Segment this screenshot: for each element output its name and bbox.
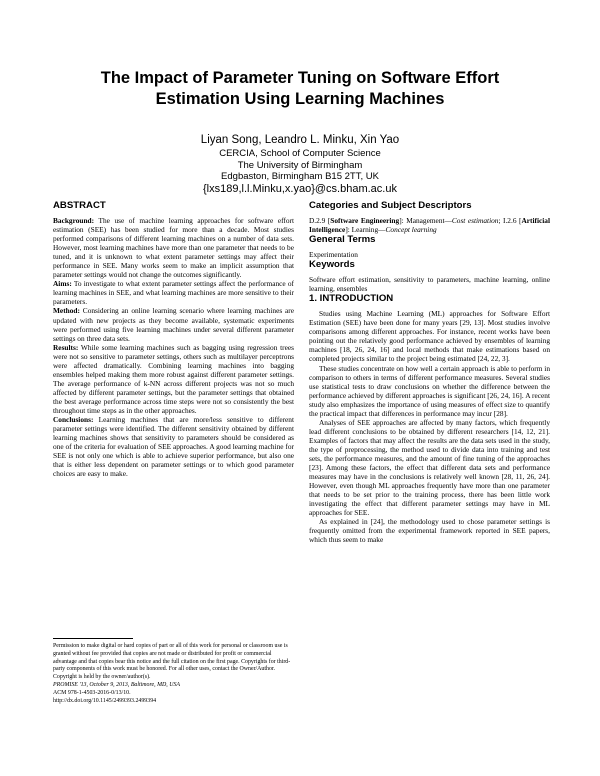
abstract-method [53, 306, 294, 342]
general-terms-text: Experimentation [309, 250, 358, 260]
category-artificial-intelligence: Artificial Intelligence [309, 216, 550, 235]
intro-paragraph-4: As explained in [24], the methodology used to chose parameter settings is frequently omitted from the experimental framework reported in SEE papers, which thus seem to make [309, 517, 550, 545]
keywords-heading: Keywords [309, 259, 355, 271]
intro-paragraph-3: Analyses of SEE approaches are affected by many factors, which frequently lead different conclusions to be obtained by different researchers [14, 12, 21]. Examples of factors that may affect the results are the data sets used in the study, the type of preprocessing, the method used to divide data into training and test sets, the performance measures, and the amount of fine tuning of the approaches [23]. Among these factors, the effect that different data sets and performance measures may have in the conclusions is relatively well known [28, 11, 26, 24]. However, even though ML approaches frequently have more than one parameter that needs to be set prior to the training process, there has been little work investigating the effect that different parameter settings may have in ML approaches for SEE. [309, 417, 550, 518]
category-concept-learning: Concept learning [385, 225, 437, 235]
introduction-heading: 1. INTRODUCTION [309, 293, 394, 305]
title-line-1: The Impact of Parameter Tuning on Software Effort [100, 69, 500, 87]
left-column [53, 200, 294, 478]
copyright-line: Copyright is held by the owner/author(s). [53, 674, 151, 681]
method-text: Considering an online learning scenario where learning machines are updated with new projects as they become available, systematic experiments were performed using five learning machines under several different parameter settings on three data sets. [53, 306, 294, 343]
conclusions-label: Conclusions: [53, 415, 94, 425]
conference-line: PROMISE '13, October 9, 2013, Baltimore, MD, USA [53, 681, 181, 688]
doi-link[interactable]: http://dx.doi.org/10.1145/2499393.2499394 [53, 697, 157, 704]
affiliation-line-3: Edgbaston, Birmingham B15 2TT, UK [221, 171, 379, 182]
abstract-aims [53, 279, 294, 306]
categories-heading: Categories and Subject Descriptors [309, 200, 472, 211]
author-email: {lxs189,l.l.Minku,x.yao}@cs.bham.ac.uk [203, 182, 397, 195]
permission-notice: Permission to make digital or hard copies of part or all of this work for personal or classroom use is granted without fee provided that copies are not made or distributed for profit or commercial advantage and that copies bear this notice and the full citation on the first page. Copyrights for third-party components of this work must be honored. For all other uses, contact the Owner/Author. [53, 643, 291, 673]
intro-paragraph-1: Studies using Machine Learning (ML) approaches for Software Effort Estimation (SEE) have been done for many years [29, 13]. Most studies involve comparisons among different approaches. For instance, recent works have been pointing out the relatively good performance achieved by ensembles of learning machines [18, 26, 24, 16] and local methods that make estimations based on completed projects similar to the project being estimated [24, 22, 3]. [309, 309, 550, 364]
category-management: ]: Management— [399, 216, 452, 225]
affiliation-line-2: The University of Birmingham [237, 159, 363, 171]
aims-label: Aims: [53, 279, 72, 289]
general-terms-heading: General Terms [309, 234, 376, 246]
title-line-2: Estimation Using Learning Machines [155, 90, 445, 108]
permission-block [53, 643, 294, 705]
intro-paragraph-2: These studies concentrate on how well a certain approach is able to perform in comparison to others in terms of different performance measures. Several studies use statistical tests to draw conclusions on whether the difference between the performance achieved by different approaches is significant [26, 24, 16]. A recent study also emphasizes the importance of using measures of effect size to quantify the practical impact that differences in performance may incur [28]. [309, 363, 550, 418]
aims-text: To investigate to what extent parameter settings affect the performance of learning machines in SEE, and what learning machines are more sensitive to their parameters. [53, 279, 294, 307]
author-names: Liyan Song, Leandro L. Minku, Xin Yao [200, 134, 400, 146]
paper-title [40, 68, 560, 110]
abstract-heading: ABSTRACT [53, 200, 106, 211]
abstract-conclusions [53, 415, 294, 478]
author-block [100, 133, 500, 196]
category-code-2: ; I.2.6 [ [498, 216, 522, 225]
abstract-background [53, 216, 294, 279]
background-label: Background: [53, 216, 95, 225]
footnote-rule [53, 638, 133, 639]
right-column [309, 200, 550, 544]
acm-isbn-line: ACM 978-1-4503-2016-0/13/10. [53, 689, 131, 696]
method-label: Method: [53, 306, 80, 316]
category-code-1: D.2.9 [ [309, 216, 331, 225]
category-cost-estimation: Cost estimation [451, 216, 499, 225]
category-learning: ]: Learning— [345, 225, 386, 235]
conclusions-text: Learning machines that are more/less sensitive to different parameter settings were identified. The different sensitivity obtained by different learning machines shows that sensitivity to parameters should be considered as one of the criteria for evaluation of SEE approaches. A good learning machine for SEE is not only one which is able to achieve superior performance, but also one that is either less dependent on parameter settings or to which good parameter choices are easy to make. [53, 415, 294, 479]
category-software-engineering: Software Engineering [330, 216, 400, 225]
categories-text [309, 216, 550, 234]
background-text: The use of machine learning approaches for software effort estimation (SEE) has been studied for more than a decade. Most studies performed comparisons of different learning machines on a number of data sets. However, most learning machines have more than one parameter that needs to be tuned, and it is unknown to what extent parameter settings may affect their performance in SEE. Many works seem to make an implicit assumption that parameter settings would not change the outcomes significantly. [53, 216, 294, 280]
results-label: Results: [53, 342, 79, 352]
abstract-results [53, 343, 294, 415]
keywords-text: Software effort estimation, sensitivity to parameters, machine learning, online learning, ensembles [309, 275, 550, 294]
results-text: While some learning machines such as bagging using regression trees were not so sensitive to parameter settings, others such as multilayer perceptrons were affected dramatically. Combining learning machines into bagging ensembles helped making them more robust against different parameter settings. The average performance of k-NN across different projects was not so much affected by different parameter settings, but the parameter settings that obtained the best average performance across time steps were not so consistently the best throughout time steps as in the other approaches. [53, 342, 294, 415]
affiliation-line-1: CERCIA, School of Computer Science [219, 148, 381, 159]
